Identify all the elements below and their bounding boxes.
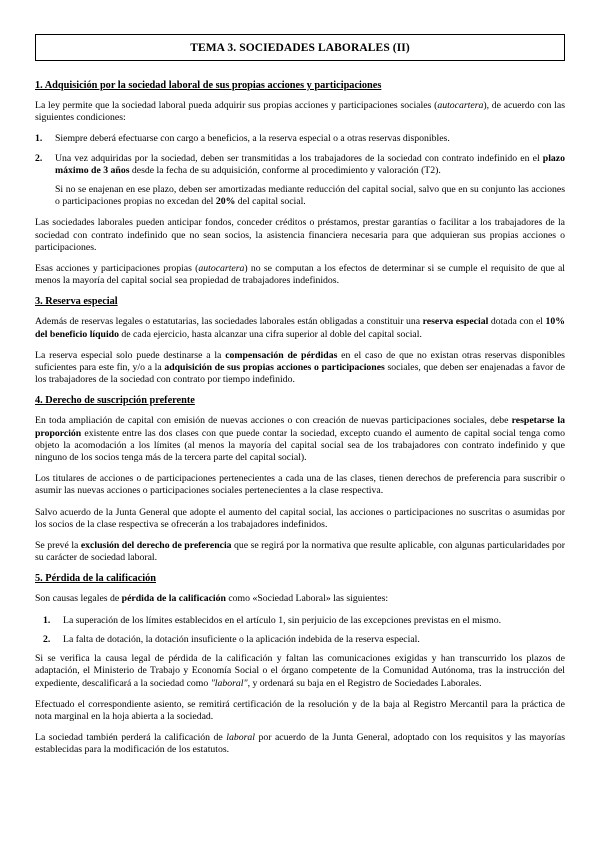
section-5-paragraph-3: Efectuado el correspondiente asiento, se remitirá certificación de la resolución y de la baja al Registro Mercantil para la práctica de nota marginal en la hoja abierta a la sociedad. [35, 698, 565, 722]
section-4-paragraph-4: Se prevé la exclusión del derecho de preferencia que se regirá por la normativa que resulte aplicable, con algunas particularidades por su carácter de sociedad laboral. [35, 540, 565, 564]
list-item [35, 153, 565, 177]
section-3-heading: 3. Reserva especial [35, 296, 118, 308]
section-5-paragraph-2: Si se verifica la causa legal de pérdida de la calificación y faltan las comunicaciones exigidas y han transcurrido los plazos de adaptación, el Ministerio de Trabajo y Economía Social o el órgano competente de la Comunidad Autónoma, tras la instrucción del expediente, descalificará a la sociedad como "laboral", y ordenará su baja en el Registro de Sociedades Laborales. [35, 653, 565, 689]
section-3-paragraph-2: La reserva especial solo puede destinarse a la compensación de pérdidas en el caso de que no existan otras reservas disponibles suficientes para este fin, y/o a la adquisición de sus propias acciones o participaciones sociales, que deben ser enajenadas a favor de los trabajadores de la sociedad con contrato por tiempo indefinido. [35, 349, 565, 386]
document-title: TEMA 3. SOCIEDADES LABORALES (II) [35, 34, 565, 61]
section-4-paragraph-2: Los titulares de acciones o de participaciones pertenecientes a cada una de las clases, tienen derechos de preferencia para suscribir o asumir las nuevas acciones o participaciones sociales pertenecientes a la clase respectiva. [35, 473, 565, 497]
section-4-paragraph-1: En toda ampliación de capital con emisión de nuevas acciones o con creación de nuevas participaciones sociales, debe respetarse la proporción existente entre las dos clases con que puede contar la sociedad, excepto cuando el aumento de capital social tenga como objeto la acomodación a los límites (al menos la mayoría del capital social sea de los trabajadores con contrato indefinido y que ninguno de los socios tenga más de la tercera parte del capital social). [35, 415, 565, 464]
section-4-heading: 4. Derecho de suscripción preferente [35, 395, 195, 407]
list-item-text: Siempre deberá efectuarse con cargo a beneficios, a la reserva especial o a otras reservas disponibles. [55, 133, 450, 145]
section-1-sub-paragraph: Si no se enajenan en ese plazo, deben ser amortizadas mediante reducción del capital social, salvo que en su conjunto las acciones o participaciones propias no excedan del 20% del capital social. [55, 184, 565, 208]
list-item-number: 1. [43, 614, 51, 626]
list-item-text: La falta de dotación, la dotación insuficiente o la aplicación indebida de la reserva especial. [63, 633, 420, 645]
list-item-number: 2. [35, 152, 43, 164]
section-1-heading: 1. Adquisición por la sociedad laboral de sus propias acciones y participaciones [35, 80, 382, 91]
list-item [35, 133, 565, 145]
section-1-conditions-list [35, 133, 565, 177]
list-item [43, 615, 565, 627]
list-item-text: Una vez adquiridas por la sociedad, deben ser transmitidas a los trabajadores de la sociedad con contrato indefinido en el plazo máximo de 3 años desde la fecha de su adquisición, conforme al procedimiento y valoración (T2). [55, 152, 565, 176]
section-4-paragraph-3: Salvo acuerdo de la Junta General que adopte el aumento del capital social, las acciones o participaciones no suscritas o asumidas por los socios de la clase respectiva se ofrecerán a los trabajadores indefinidos. [35, 506, 565, 530]
section-1-intro: La ley permite que la sociedad laboral pueda adquirir sus propias acciones y participaciones sociales (autocartera), de acuerdo con las siguientes condiciones: [35, 100, 566, 124]
section-5-intro: Son causas legales de pérdida de la calificación como «Sociedad Laboral» las siguientes: [35, 593, 389, 605]
list-item [43, 634, 565, 646]
list-item-number: 1. [35, 133, 43, 145]
section-5-heading: 5. Pérdida de la calificación [35, 573, 156, 585]
section-5-causes-list [43, 615, 565, 646]
section-1-paragraph-2: Las sociedades laborales pueden anticipar fondos, conceder créditos o préstamos, prestar garantías o facilitar a los trabajadores de la sociedad con contrato indefinido que no sean socios, la asistencia financiera necesaria para que adquieran sus propias acciones o participaciones. [35, 217, 565, 253]
section-5-paragraph-4: La sociedad también perderá la calificación de laboral por acuerdo de la Junta General, adoptado con los requisitos y las mayorías establecidas para la modificación de los estatutos. [35, 732, 565, 756]
section-1-paragraph-3: Esas acciones y participaciones propias (autocartera) no se computan a los efectos de determinar si se cumple el requisito de que al menos la mayoría del capital social sea propiedad de trabajadores indefinidos. [35, 263, 566, 287]
section-3-paragraph-1: Además de reservas legales o estatutarias, las sociedades laborales están obligadas a constituir una reserva especial dotada con el 10% del beneficio líquido de cada ejercicio, hasta alcanzar una cifra superior al doble del capital social. [35, 316, 566, 340]
list-item-text: La superación de los límites establecidos en el artículo 1, sin perjuicio de las excepciones previstas en el mismo. [63, 614, 502, 626]
list-item-number: 2. [43, 633, 51, 645]
